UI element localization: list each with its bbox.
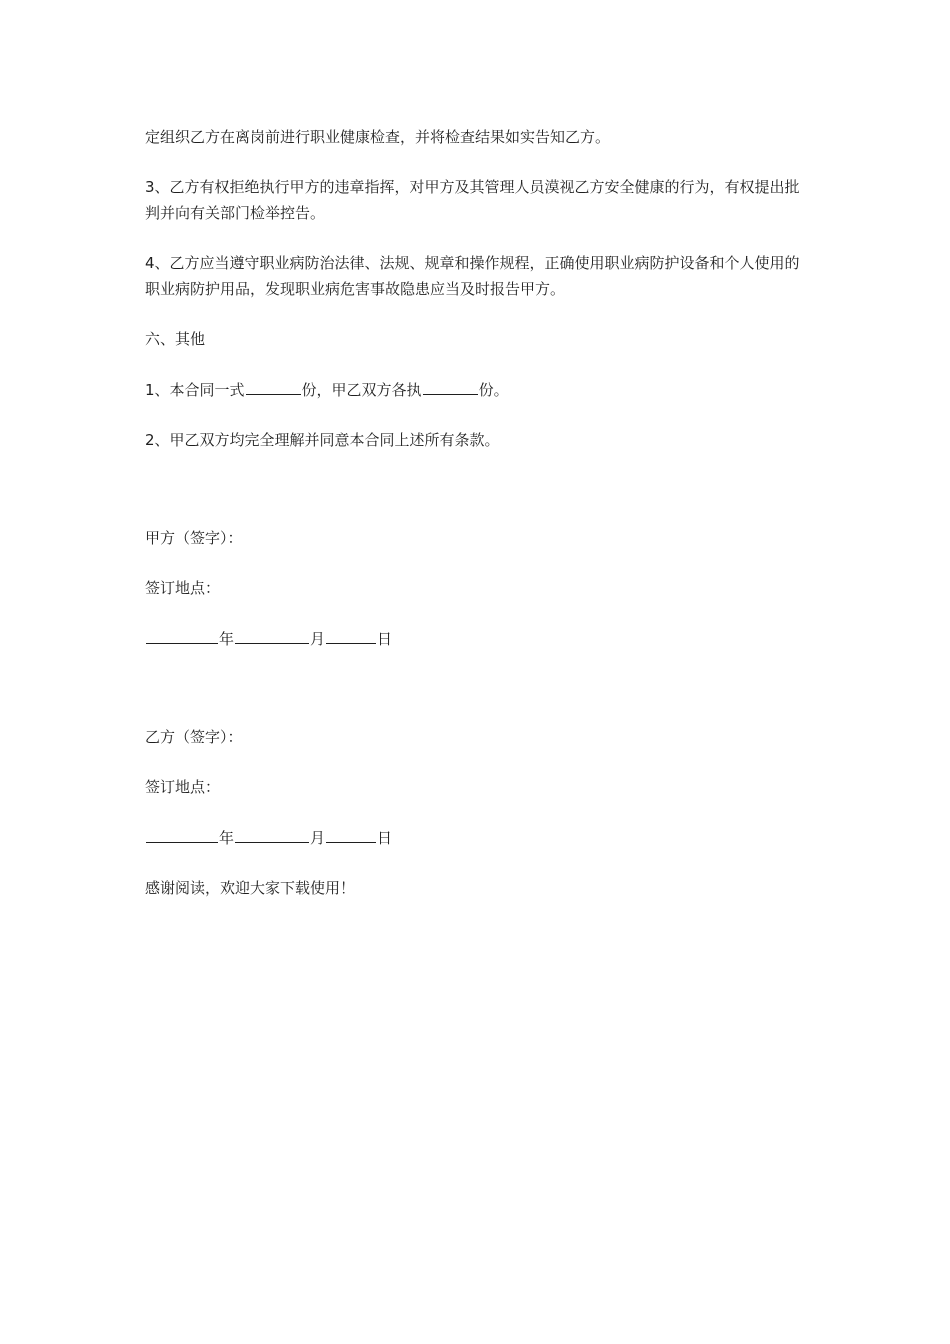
party-b-month-label: 月 bbox=[310, 829, 326, 847]
spacer bbox=[145, 676, 810, 724]
party-b-signature-label: 乙方（签字）： bbox=[145, 728, 243, 746]
party-a-signature-block bbox=[145, 525, 810, 652]
document-body bbox=[145, 124, 810, 925]
party-b-place-label: 签订地点： bbox=[145, 778, 221, 796]
party-b-month-blank bbox=[235, 824, 309, 843]
party-a-year-blank bbox=[146, 625, 218, 644]
paragraph-copies-clause bbox=[145, 376, 810, 403]
party-b-signature-block bbox=[145, 724, 810, 851]
paragraph-clause-4: 4、乙方应当遵守职业病防治法律、法规、规章和操作规程，正确使用职业病防护设备和个人使用的职业病防护用品，发现职业病危害事故隐患应当及时报告甲方。 bbox=[145, 254, 800, 298]
copies-prefix: 1、本合同一式 bbox=[145, 381, 245, 399]
copies-middle: 份，甲乙双方各执 bbox=[301, 381, 422, 399]
section-heading-other: 六、其他 bbox=[145, 330, 206, 348]
paragraph-clause-agreement: 2、甲乙双方均完全理解并同意本合同上述所有条款。 bbox=[145, 431, 500, 449]
footer-note: 感谢阅读，欢迎大家下载使用！ bbox=[145, 879, 356, 897]
party-b-year-blank bbox=[146, 824, 218, 843]
party-b-day-blank bbox=[326, 824, 376, 843]
party-a-date-line bbox=[145, 625, 810, 652]
party-a-month-label: 月 bbox=[310, 630, 326, 648]
party-a-signature-label: 甲方（签字）： bbox=[145, 529, 243, 547]
copies-suffix: 份。 bbox=[478, 381, 509, 399]
blank-total-copies bbox=[246, 376, 301, 395]
party-b-year-label: 年 bbox=[219, 829, 235, 847]
blank-each-copies bbox=[423, 376, 478, 395]
party-a-month-blank bbox=[235, 625, 309, 644]
party-a-year-label: 年 bbox=[219, 630, 235, 648]
party-b-day-label: 日 bbox=[377, 829, 393, 847]
party-a-place-label: 签订地点： bbox=[145, 579, 221, 597]
party-a-day-blank bbox=[326, 625, 376, 644]
paragraph-clause-3: 3、乙方有权拒绝执行甲方的违章指挥，对甲方及其管理人员漠视乙方安全健康的行为，有权提出批判并向有关部门检举控告。 bbox=[145, 178, 800, 222]
paragraph-continuation: 定组织乙方在离岗前进行职业健康检查，并将检查结果如实告知乙方。 bbox=[145, 128, 611, 146]
party-a-day-label: 日 bbox=[377, 630, 393, 648]
party-b-date-line bbox=[145, 824, 810, 851]
spacer bbox=[145, 477, 810, 525]
